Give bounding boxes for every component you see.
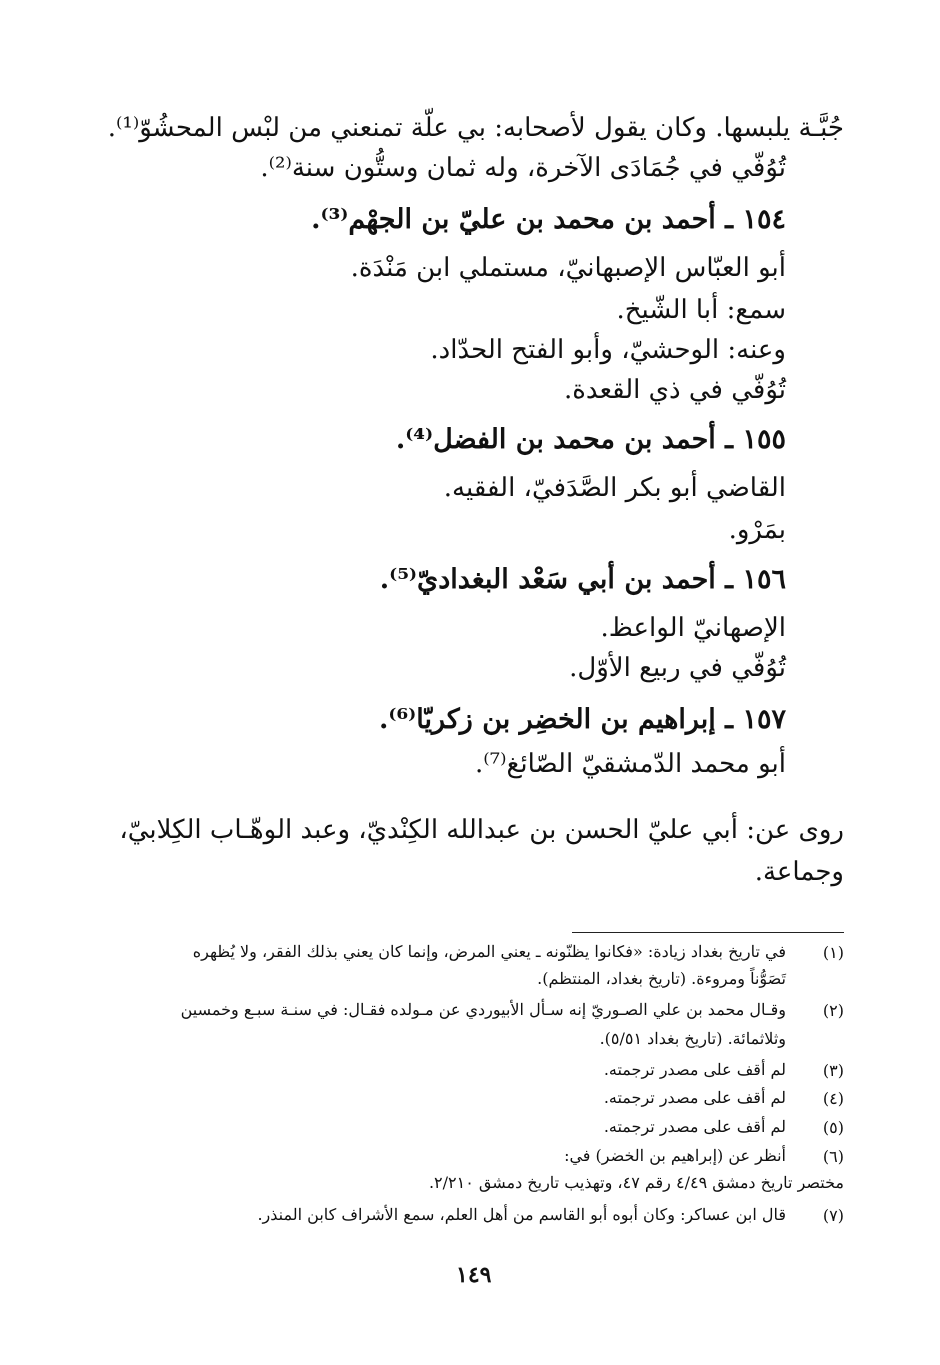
footnote-number: (٣) [822,1061,844,1080]
text-line: القاضي أبو بكر الصَّدَفيّ، الفقيه. [443,473,786,503]
footnote-text: مختصر تاريخ دمشق ٤/٤٩ رقم ٤٧، وتهذيب تاريخ دمشق ٢/٢١٠. [428,1173,844,1192]
entry-heading-157: ١٥٧ ـ إبراهيم بن الخضِر بن زكريّا⁽⁶⁾. [378,704,786,735]
text-line: تُوُفّي في ذي القعدة. [564,375,786,405]
text-line: وجماعة. [754,857,844,887]
footnote-number: (٢) [822,1001,844,1020]
page-number: ١٤٩ [456,1262,492,1288]
entry-heading-156: ١٥٦ ـ أحمد بن أبي سَعْد البغداديّ⁽⁵⁾. [379,564,786,595]
text-line: أبو العبّاس الإصبهانيّ، مستملي ابن مَنْدَة. [350,253,786,283]
entry-heading-155: ١٥٥ ـ أحمد بن محمد بن الفضل⁽⁴⁾. [395,424,786,455]
footnote-text: تَصَوُّناً ومروءة. (تاريخ بغداد، المنتظم). [537,969,786,988]
text-line: وعنه: الوحشيّ، وأبو الفتح الحدّاد. [430,335,786,365]
footnote-number: (٦) [822,1147,844,1166]
text-line: أبو محمد الدّمشقيّ الصّائغ⁽⁷⁾. [475,749,786,779]
text-line: الإصهانيّ الواعظ. [600,613,786,643]
text-line: بمَرْو. [728,515,786,545]
footnote-text: وقـال محمد بن علي الصـوريّ إنه سـأل الأبيوردي عن مـولده فقـال: في سنـة سبـع وخمسين [180,1000,786,1019]
footnote-text: وثلاثمائة. (تاريخ بغداد ٥/٥١). [599,1029,786,1048]
footnote-text: في تاريخ بغداد زيادة: «فكانوا يظنّونه ـ يعني المرض، وإنما كان يعني بذلك الفقر، ولا يُظهره [192,942,786,961]
footnote-text: لم أقف على مصدر ترجمته. [603,1117,786,1136]
footnote-number: (٥) [822,1118,844,1137]
footnote-text: لم أقف على مصدر ترجمته. [603,1088,786,1107]
footnote-separator [572,932,844,933]
footnote-text: لم أقف على مصدر ترجمته. [603,1060,786,1079]
text-line: جُبَّـة يلبسها. وكان يقول لأصحابه: بي علّة تمنعني من لبْس المحشُوّ⁽¹⁾. [107,113,844,143]
footnote-text: قال ابن عساكر: وكان أبوه أبو القاسم من أهل العلم، سمع الأشراف كابن المنذر. [257,1205,786,1224]
text-line: تُوُفّي في ربيع الأوّل. [569,653,786,683]
text-line: روى عن: أبي عليّ الحسن بن عبدالله الكِنْديّ، وعبد الوهّـاب الكِلابيّ، [119,815,844,845]
footnote-number: (١) [822,943,844,962]
footnote-number: (٧) [822,1206,844,1225]
footnote-text: أنظر عن (إبراهيم بن الخضر) في: [564,1146,786,1165]
text-line: تُوُفّي في جُمَادَى الآخرة، وله ثمان وستُّون سنة⁽²⁾. [260,153,786,183]
footnote-number: (٤) [822,1089,844,1108]
entry-heading-154: ١٥٤ ـ أحمد بن محمد بن عليّ بن الجهْم⁽³⁾. [311,204,786,235]
text-line: سمع: أبا الشّيخ. [616,295,786,325]
